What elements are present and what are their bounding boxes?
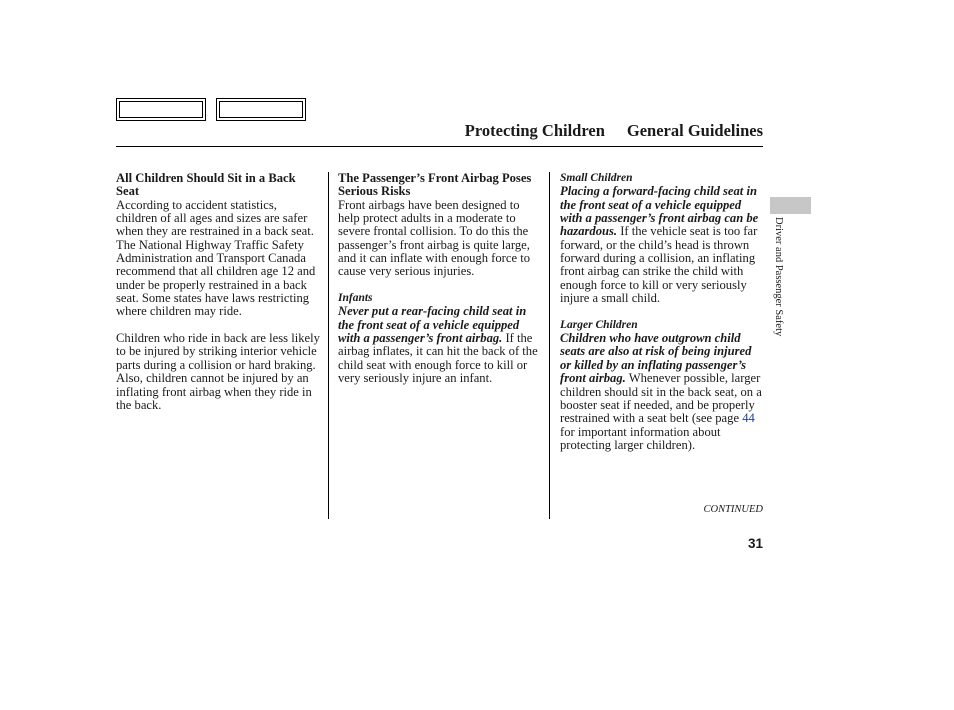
column-divider — [549, 172, 550, 519]
header-rule — [116, 146, 763, 147]
small-children-warning: Placing a forward-facing child seat in the front seat of a vehicle equipped with a passenger’s front airbag can be hazardous. — [560, 184, 759, 239]
page-header — [465, 121, 763, 141]
larger-children-text-1: Whenever possible, larger children should sit in the back seat, on a booster seat if needed, and be properly restrained with a seat belt (see page — [560, 371, 762, 426]
infants-warning: Never put a rear-facing child seat in the front seat of a vehicle equipped with a passenger’s front airbag. — [338, 304, 527, 346]
front-airbag-heading: The Passenger’s Front Airbag Poses Serious Risks — [338, 171, 532, 199]
column-children-sizes — [560, 172, 764, 452]
larger-children-warning: Children who have outgrown child seats are also at risk of being injured or killed by an inflating passenger’s front airbag. — [560, 331, 752, 386]
front-airbag-paragraph: Front airbags have been designed to help protect adults in a moderate to severe frontal collision. To do this the passenger’s front airbag is quite large, and it can inflate with enough force to cause very serious injuries. — [338, 197, 530, 279]
subsection-title: General Guidelines — [626, 121, 763, 140]
section-title: Protecting Children — [464, 121, 605, 140]
section-tab-label: Driver and Passenger Safety — [773, 217, 784, 337]
infants-text: If the airbag inflates, it can hit the back of the child seat with enough force to kill or very seriously injure an infant. — [338, 331, 538, 386]
nav-button-previous[interactable] — [116, 98, 206, 121]
larger-children-heading: Larger Children — [560, 318, 638, 331]
section-tab-marker — [770, 197, 811, 214]
back-seat-paragraph-2: Children who ride in back are less likely to be injured by striking interior vehicle parts during a collision or hard braking. Also, children cannot be injured by an inflating front airbag when they ride in the back. — [116, 331, 320, 412]
infants-heading: Infants — [338, 292, 373, 305]
column-divider — [328, 172, 329, 519]
small-children-paragraph — [560, 185, 764, 305]
page-reference-link[interactable]: 44 — [742, 411, 755, 426]
small-children-heading: Small Children — [560, 172, 633, 184]
infants-paragraph — [338, 305, 543, 385]
back-seat-heading: All Children Should Sit in a Back Seat — [116, 171, 296, 199]
page-number: 31 — [747, 536, 763, 551]
larger-children-text-2: for important information about protecting larger children). — [560, 424, 721, 452]
back-seat-paragraph-1: According to accident statistics, children of all ages and sizes are safer when they are restrained in a back seat. The National Highway Traffic Safety Administration and Transport Canada recommend that all children age 12 and under be properly restrained in a back seat. Some states have laws restricting where children may ride. — [116, 197, 316, 319]
column-front-airbag — [338, 172, 543, 386]
continued-label: CONTINUED — [703, 504, 763, 515]
column-back-seat — [116, 172, 321, 412]
nav-button-next[interactable] — [216, 98, 306, 121]
larger-children-paragraph — [560, 332, 764, 452]
small-children-text: If the vehicle seat is too far forward, or the child’s head is thrown forward during a collision, an inflating front airbag can strike the child with enough force to kill or very seriously injure a small child. — [560, 224, 758, 306]
